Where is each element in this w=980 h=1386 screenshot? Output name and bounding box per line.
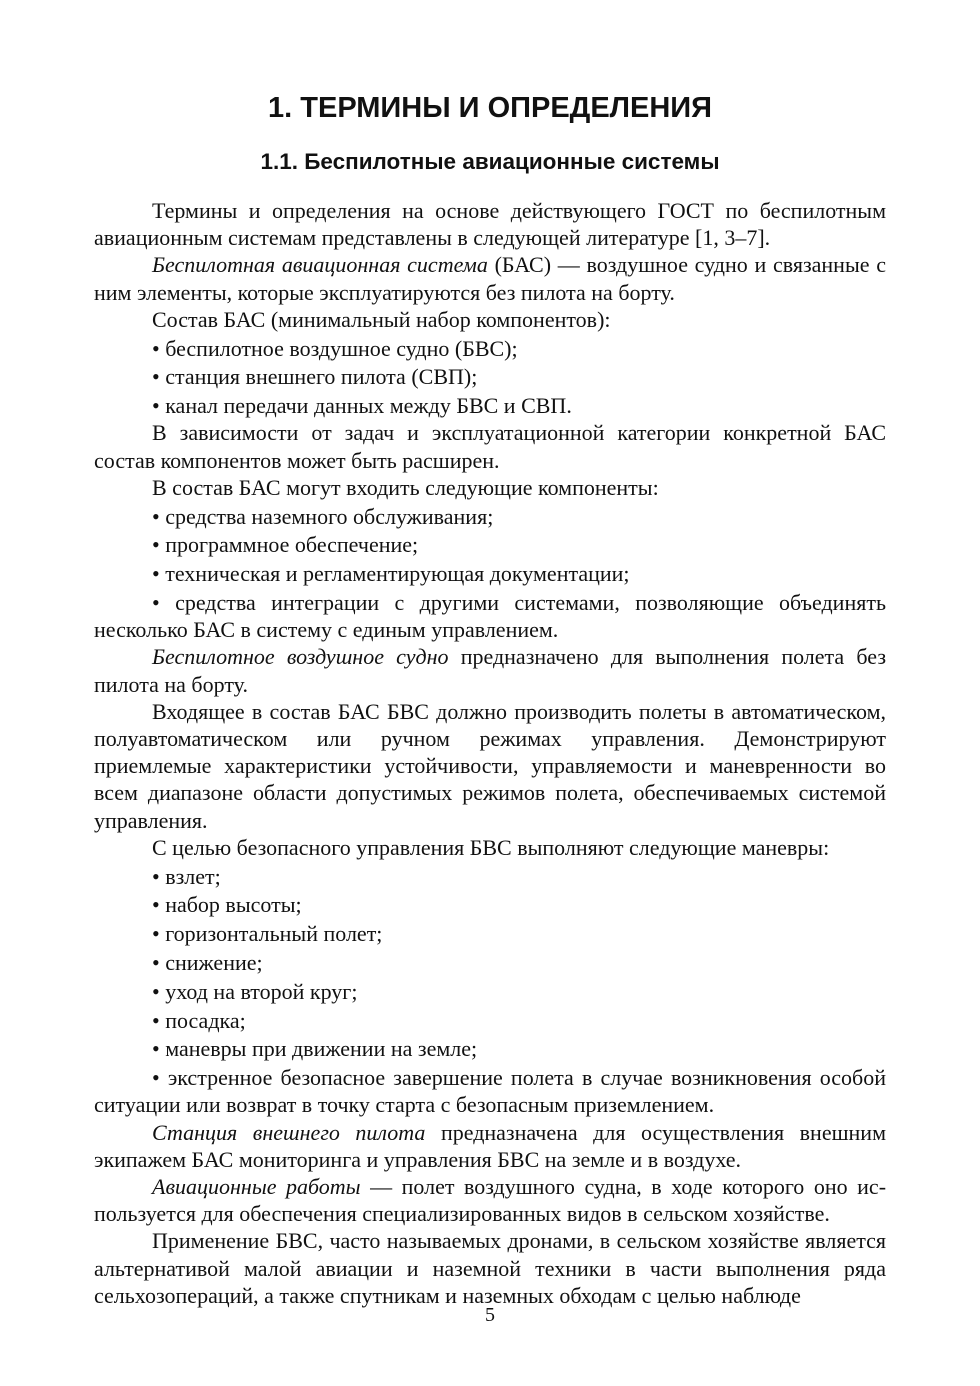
paragraph (94, 474, 886, 501)
term-italic: Беспилотная авиационная система (152, 252, 488, 278)
list-item (94, 863, 886, 890)
paragraph (94, 419, 886, 473)
paragraph-text: • посадка; (152, 1007, 246, 1033)
paragraph (94, 698, 886, 834)
paragraph-text: • горизонтальный полет; (152, 921, 383, 947)
paragraph-text: • экстренное безопасное завершение полета в случае возникновения особой ситуации или возврат в точку старта с безопасным приземлением. (94, 1065, 886, 1118)
term-italic: Станция внешнего пилота (152, 1119, 426, 1145)
list-item (94, 1035, 886, 1062)
paragraph (94, 643, 886, 697)
paragraph (94, 1173, 886, 1227)
paragraph (94, 1119, 886, 1173)
paragraph-text: • станция внешнего пилота (СВП); (152, 364, 478, 390)
list-item (94, 392, 886, 419)
list-item (94, 531, 886, 558)
list-item (94, 503, 886, 530)
term-italic: Беспилотное воздушное судно (152, 644, 449, 670)
list-item (94, 1064, 886, 1118)
paragraph (94, 1227, 886, 1309)
term-italic: Авиационные работы (152, 1174, 361, 1200)
paragraph-text: Входящее в состав БАС БВС должно производить полеты в автоматическом, полуавтоматическом или ручном режимах управления. Демонстрируют приемлемые характеристики устойчивости, управляемости и маневренности во всем диапазоне области допустимых режимов полета, обеспечиваемых системой управления. (94, 698, 886, 833)
paragraph-text: В состав БАС могут входить следующие компоненты: (152, 474, 659, 500)
paragraph-text: • средства интеграции с другими системами, позволяющие объединять несколько БАС в систему с единым управлением. (94, 590, 886, 643)
list-item (94, 335, 886, 362)
paragraph-text: • техническая и регламентирующая документации; (152, 561, 630, 587)
chapter-heading: 1. ТЕРМИНЫ И ОПРЕДЕЛЕНИЯ (268, 92, 712, 124)
paragraph-text: • средства наземного обслуживания; (152, 503, 494, 529)
paragraph-text: • снижение; (152, 950, 263, 976)
paragraph-text: • уход на второй круг; (152, 978, 358, 1004)
list-item (94, 978, 886, 1005)
paragraph-text: Состав БАС (минимальный набор компонентов): (152, 306, 611, 332)
list-item (94, 1007, 886, 1034)
page-number: 5 (485, 1304, 495, 1326)
paragraph (94, 834, 886, 861)
list-item (94, 949, 886, 976)
list-item (94, 589, 886, 643)
list-item (94, 891, 886, 918)
paragraph-text: • программное обеспечение; (152, 532, 419, 558)
paragraph-text: С целью безопасного управления БВС выполняют следующие маневры: (152, 834, 830, 860)
list-item (94, 363, 886, 390)
list-item (94, 920, 886, 947)
paragraph-text: • канал передачи данных между БВС и СВП. (152, 393, 572, 419)
paragraph (94, 251, 886, 305)
paragraph-text: (БАС) — воздушное судно и связанные с ним элементы, которые эксплуатируются без пилота на борту. (94, 252, 886, 305)
paragraph-text: В зависимости от задач и эксплуатационной категории конкретной БАС состав компонентов может быть расширен. (94, 420, 886, 473)
paragraph-text: Применение БВС, часто называемых дронами, в сельском хозяйстве является альтернативой малой авиации и наземной техники в части выполнения ряда сельхозопераций, а также спутникам и наземных обходам с целью наблюде (94, 1228, 886, 1308)
paragraph-text: предназначена для осуществления внешним экипажем БАС мониторинга и управления БВС на земле и в воздухе. (94, 1119, 886, 1172)
section-heading: 1.1. Беспилотные авиационные системы (260, 149, 720, 174)
paragraph-text: • маневры при движении на земле; (152, 1036, 478, 1062)
paragraph (94, 197, 886, 251)
paragraph-text: предназначено для выполнения полета без пилота на борту. (94, 644, 887, 697)
paragraph-text: Термины и определения на основе действующего ГОСТ по беспилотным авиационным системам представлены в следующей литературе [1, 3–7]. (94, 198, 886, 251)
paragraph-text: • взлет; (152, 863, 221, 889)
paragraph-text: — полет воздушного судна, в ходе которого оно используется для обеспечения специализированных видов в сельском хозяйстве. (94, 1174, 887, 1227)
paragraph (94, 306, 886, 333)
paragraph-text: • беспилотное воздушное судно (БВС); (152, 335, 518, 361)
body-text (94, 197, 886, 1309)
paragraph-text: • набор высоты; (152, 892, 302, 918)
list-item (94, 560, 886, 587)
